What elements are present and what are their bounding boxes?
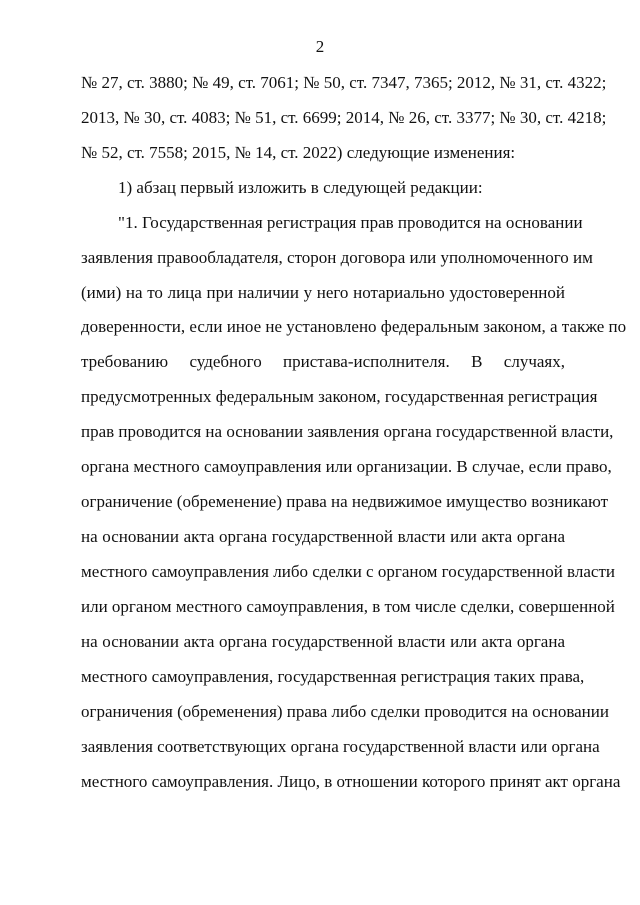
text-line-11: прав проводится на основании заявления органа государственной власти, bbox=[81, 422, 614, 441]
text-line-12: органа местного самоуправления или организации. В случае, если право, bbox=[81, 457, 612, 476]
text-line-15: местного самоуправления либо сделки с органом государственной власти bbox=[81, 562, 615, 581]
text-line-14: на основании акта органа государственной власти или акта органа bbox=[81, 527, 565, 546]
text-line-19: ограничения (обременения) права либо сделки проводится на основании bbox=[81, 702, 609, 721]
text-line-17: на основании акта органа государственной власти или акта органа bbox=[81, 632, 565, 651]
text-line-4: 1) абзац первый изложить в следующей редакции: bbox=[118, 178, 483, 197]
text-line-18: местного самоуправления, государственная регистрация таких права, bbox=[81, 667, 585, 686]
text-line-8: доверенности, если иное не установлено федеральным законом, а также по bbox=[81, 317, 627, 336]
text-line-10: предусмотренных федеральным законом, государственная регистрация bbox=[81, 387, 598, 406]
text-line-9: требованию судебного пристава-исполнителя. В случаях, bbox=[81, 352, 565, 371]
text-line-6: заявления правообладателя, сторон договора или уполномоченного им bbox=[81, 248, 593, 267]
text-line-21: местного самоуправления. Лицо, в отношении которого принят акт органа bbox=[81, 772, 621, 791]
text-line-2: 2013, № 30, ст. 4083; № 51, ст. 6699; 2014, № 26, ст. 3377; № 30, ст. 4218; bbox=[81, 108, 607, 127]
text-line-20: заявления соответствующих органа государственной власти или органа bbox=[81, 737, 600, 756]
text-line-13: ограничение (обременение) права на недвижимое имущество возникают bbox=[81, 492, 609, 511]
text-line-16: или органом местного самоуправления, в том числе сделки, совершенной bbox=[81, 597, 615, 616]
text-line-1: № 27, ст. 3880; № 49, ст. 7061; № 50, ст. 7347, 7365; 2012, № 31, ст. 4322; bbox=[81, 73, 607, 92]
text-line-5: "1. Государственная регистрация прав проводится на основании bbox=[118, 213, 583, 232]
page-number: 2 bbox=[315, 37, 325, 56]
text-line-3: № 52, ст. 7558; 2015, № 14, ст. 2022) следующие изменения: bbox=[81, 143, 516, 162]
text-line-7: (ими) на то лица при наличии у него нотариально удостоверенной bbox=[81, 283, 565, 302]
